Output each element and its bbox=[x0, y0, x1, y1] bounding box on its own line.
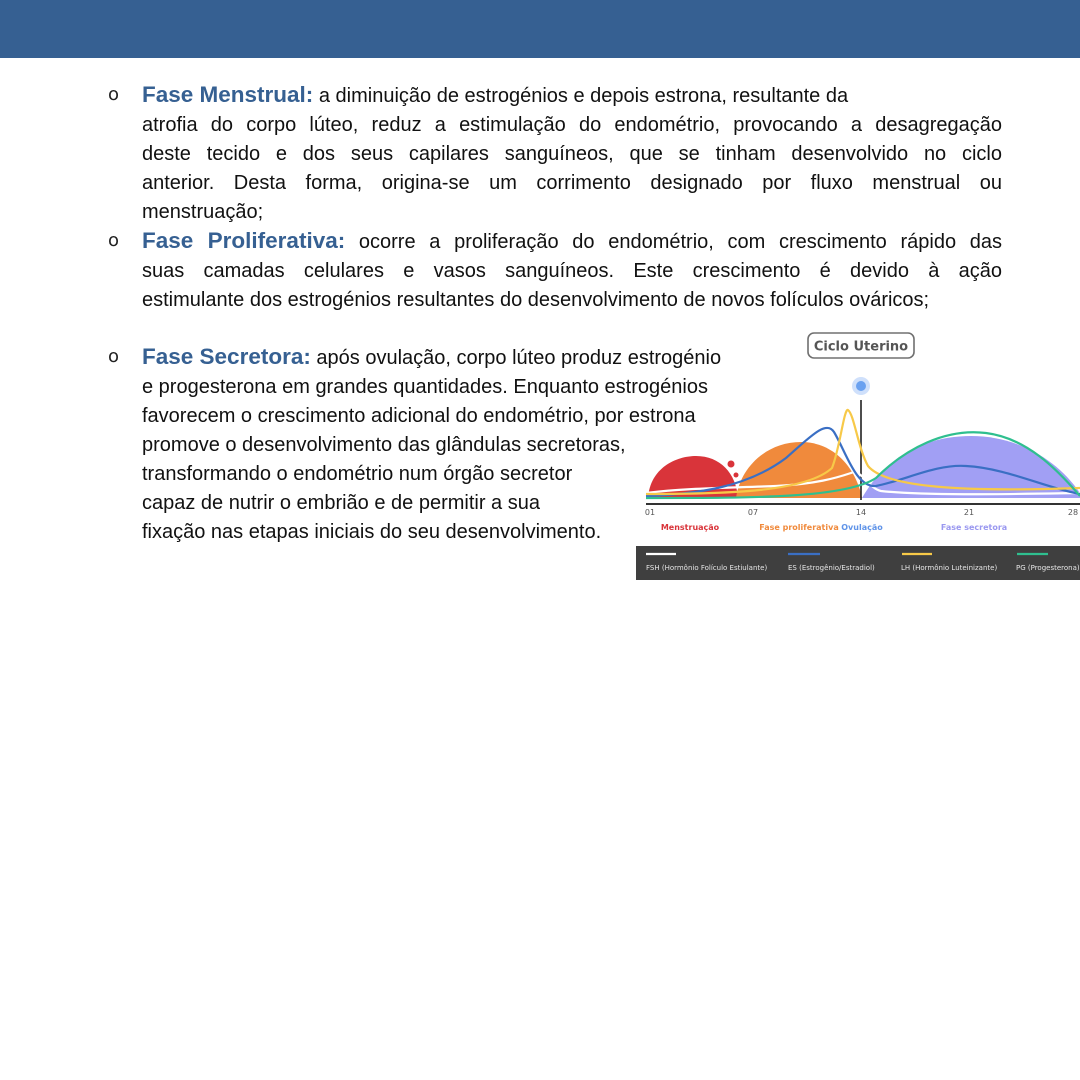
phase-label-menstruation: Menstruação bbox=[660, 523, 720, 532]
diagram-title: Ciclo Uterino bbox=[813, 339, 909, 355]
blood-drop-icon bbox=[734, 473, 739, 478]
ovulation-marker bbox=[856, 381, 866, 391]
paragraph-secretora: Fase Secretora: após ovulação, corpo lúteo produz estrogénio e progesterona em grandes quantidades. Enquanto estrogénios favorecem o crescimento adicional do endométrio, por estrona promove o desenvolvimento das glândulas secretoras, transformando o endométrio num órgão secretor capaz de nutrir o embrião e de permitir a sua fixação nas etapas iniciais do seu desenvolvimento. bbox=[142, 344, 722, 543]
legend-label: LH (Hormônio Luteinizante) bbox=[901, 564, 998, 572]
x-tick-label: 21 bbox=[963, 508, 975, 517]
x-tick-label: 01 bbox=[644, 508, 656, 517]
phase-label-proliferative: Fase proliferativa bbox=[759, 523, 839, 532]
uterine-cycle-diagram bbox=[636, 328, 1080, 580]
term-label: Fase Proliferativa: bbox=[142, 228, 346, 253]
legend-label: ES (Estrogênio/Estradiol) bbox=[788, 564, 875, 572]
x-tick-label: 07 bbox=[747, 508, 759, 517]
legend-label: PG (Progesterona) bbox=[1016, 564, 1080, 572]
legend-label: FSH (Hormônio Folículo Estiulante) bbox=[646, 564, 768, 572]
paragraph-proliferativa: Fase Proliferativa: ocorre a proliferação do endométrio, com crescimento rápido das suas camadas celulares e vasos sanguíneos. Este crescimento é devido à ação estimulante dos estrogénios resultantes do desenvolvimento de novos folículos ováricos; bbox=[142, 228, 1002, 311]
phase-label-secretory: Fase secretora bbox=[940, 523, 1008, 532]
term-label: Fase Secretora: bbox=[142, 344, 311, 369]
blood-drop-icon bbox=[728, 461, 735, 468]
header-bar bbox=[0, 0, 1080, 58]
cycle-svg bbox=[636, 328, 1080, 580]
legend-bar bbox=[636, 546, 1080, 580]
term-label: Fase Menstrual: bbox=[142, 82, 314, 107]
bullet-icon: o bbox=[108, 84, 120, 105]
paragraph-menstrual: Fase Menstrual: a diminuição de estrogénios e depois estrona, resultante da atrofia do corpo lúteo, reduz a estimulação do endométrio, provocando a desagregação deste tecido e dos seus capilares sanguíneos, que se tinham desenvolvido no ciclo anterior. Desta forma, origina-se um corrimento designado por fluxo menstrual ou menstruação; bbox=[142, 82, 1002, 223]
bullet-icon: o bbox=[108, 230, 120, 251]
bullet-icon: o bbox=[108, 346, 120, 367]
x-tick-label: 28 bbox=[1067, 508, 1079, 517]
phase-label-ovulation: Ovulação bbox=[841, 523, 883, 532]
x-tick-label: 14 bbox=[855, 508, 867, 517]
